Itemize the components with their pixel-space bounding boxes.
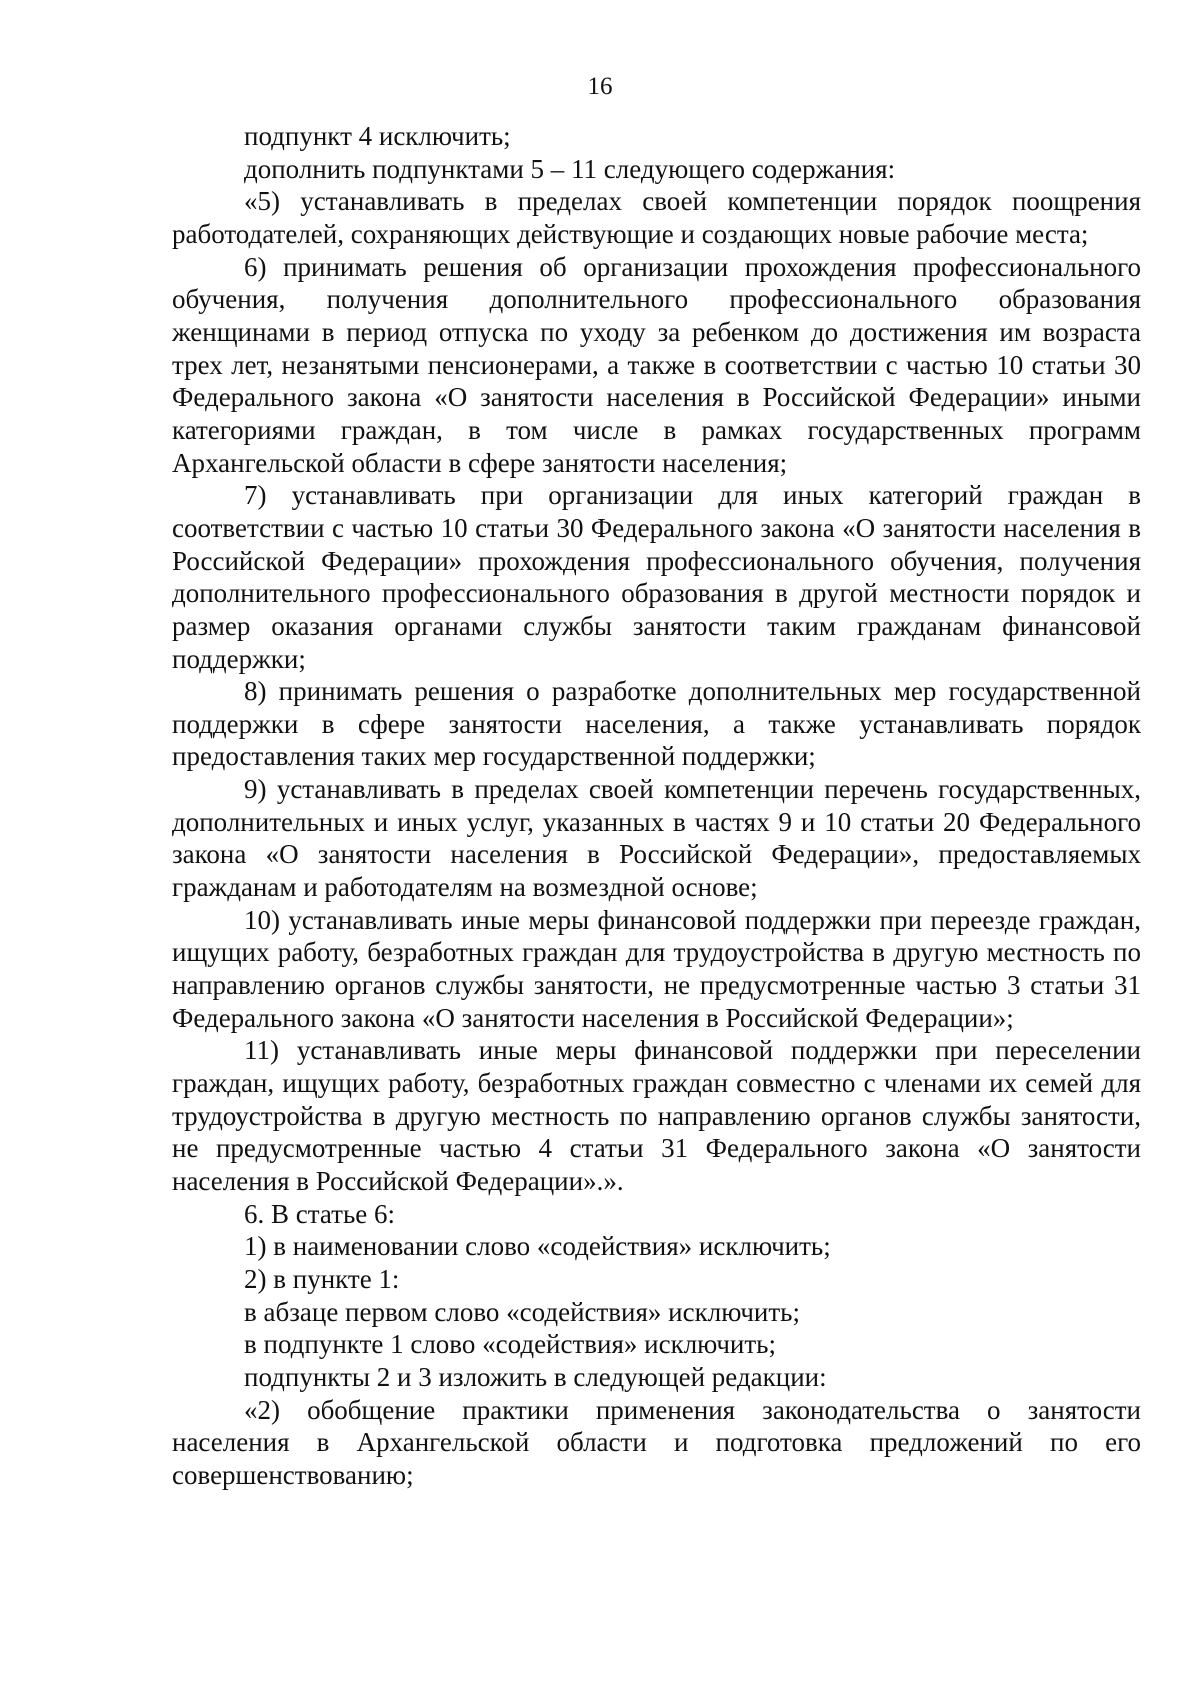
paragraph-subpoint-5: «5) устанавливать в пределах своей компетенции порядок поощрения работодателей, сохраняющих действующие и создающих новые рабочие места;	[172, 186, 1141, 249]
paragraph-subpoint-9: 9) устанавливать в пределах своей компетенции перечень государственных, дополнительных и иных услуг, указанных в частях 9 и 10 статьи 20 Федерального закона «О занятости населения в Российской Федерации», предоставляемых гражданам и работодателям на возмездной основе;	[172, 774, 1141, 903]
paragraph-subpoint-8: 8) принимать решения о разработке дополнительных мер государственной поддержки в сфере занятости населения, а также устанавливать порядок предоставления таких мер государственной поддержки;	[172, 676, 1141, 772]
paragraph-add-subpoints: дополнить подпунктами 5 – 11 следующего содержания:	[244, 153, 896, 184]
paragraph-subpoint-1-change: в подпункте 1 слово «содействия» исключить;	[244, 1329, 776, 1360]
paragraph-subpoint-11: 11) устанавливать иные меры финансовой поддержки при переселении граждан, ищущих работу, безработных граждан совместно с членами их семей для трудоустройства в другую местность по направлению органов службы занятости, не предусмотренные частью 4 статьи 31 Федерального закона «О занятости населения в Российской Федерации».».	[172, 1035, 1141, 1196]
paragraph-new-subpoint-2: «2) обобщение практики применения законодательства о занятости населения в Архангельской области и подготовка предложений по его совершенствованию;	[172, 1394, 1141, 1490]
paragraph-article-6-heading: 6. В статье 6:	[244, 1198, 396, 1229]
paragraph-first-clause-change: в абзаце первом слово «содействия» исключить;	[244, 1296, 800, 1327]
paragraph-subpoints-2-3-new-edition: подпункты 2 и 3 изложить в следующей редакции:	[244, 1361, 827, 1392]
paragraph-subpoint-10: 10) устанавливать иные меры финансовой поддержки при переезде граждан, ищущих работу, безработных граждан для трудоустройства в другую местность по направлению органов службы занятости, не предусмотренные частью 3 статьи 31 Федерального закона «О занятости населения в Российской Федерации»;	[172, 904, 1141, 1033]
paragraph-article-6-item-2: 2) в пункте 1:	[244, 1263, 400, 1294]
paragraph-article-6-item-1: 1) в наименовании слово «содействия» исключить;	[244, 1231, 831, 1262]
page-number: 16	[587, 73, 613, 100]
paragraph-exclude-subpoint-4: подпункт 4 исключить;	[244, 121, 511, 151]
paragraph-subpoint-6: 6) принимать решения об организации прохождения профессионального обучения, получения дополнительного профессионального образования женщинами в период отпуска по уходу за ребенком до достижения им возраста трех лет, незанятыми пенсионерами, а также в соответствии с частью 10 статьи 30 Федерального закона «О занятости населения в Российской Федерации» иными категориями граждан, в том числе в рамках государственных программ Архангельской области в сфере занятости населения;	[172, 251, 1141, 478]
paragraph-subpoint-7: 7) устанавливать при организации для иных категорий граждан в соответствии с частью 10 статьи 30 Федерального закона «О занятости населения в Российской Федерации» прохождения профессионального обучения, получения дополнительного профессионального образования в другой местности порядок и размер оказания органами службы занятости таким гражданам финансовой поддержки;	[172, 480, 1141, 674]
document-body	[172, 120, 1141, 1492]
